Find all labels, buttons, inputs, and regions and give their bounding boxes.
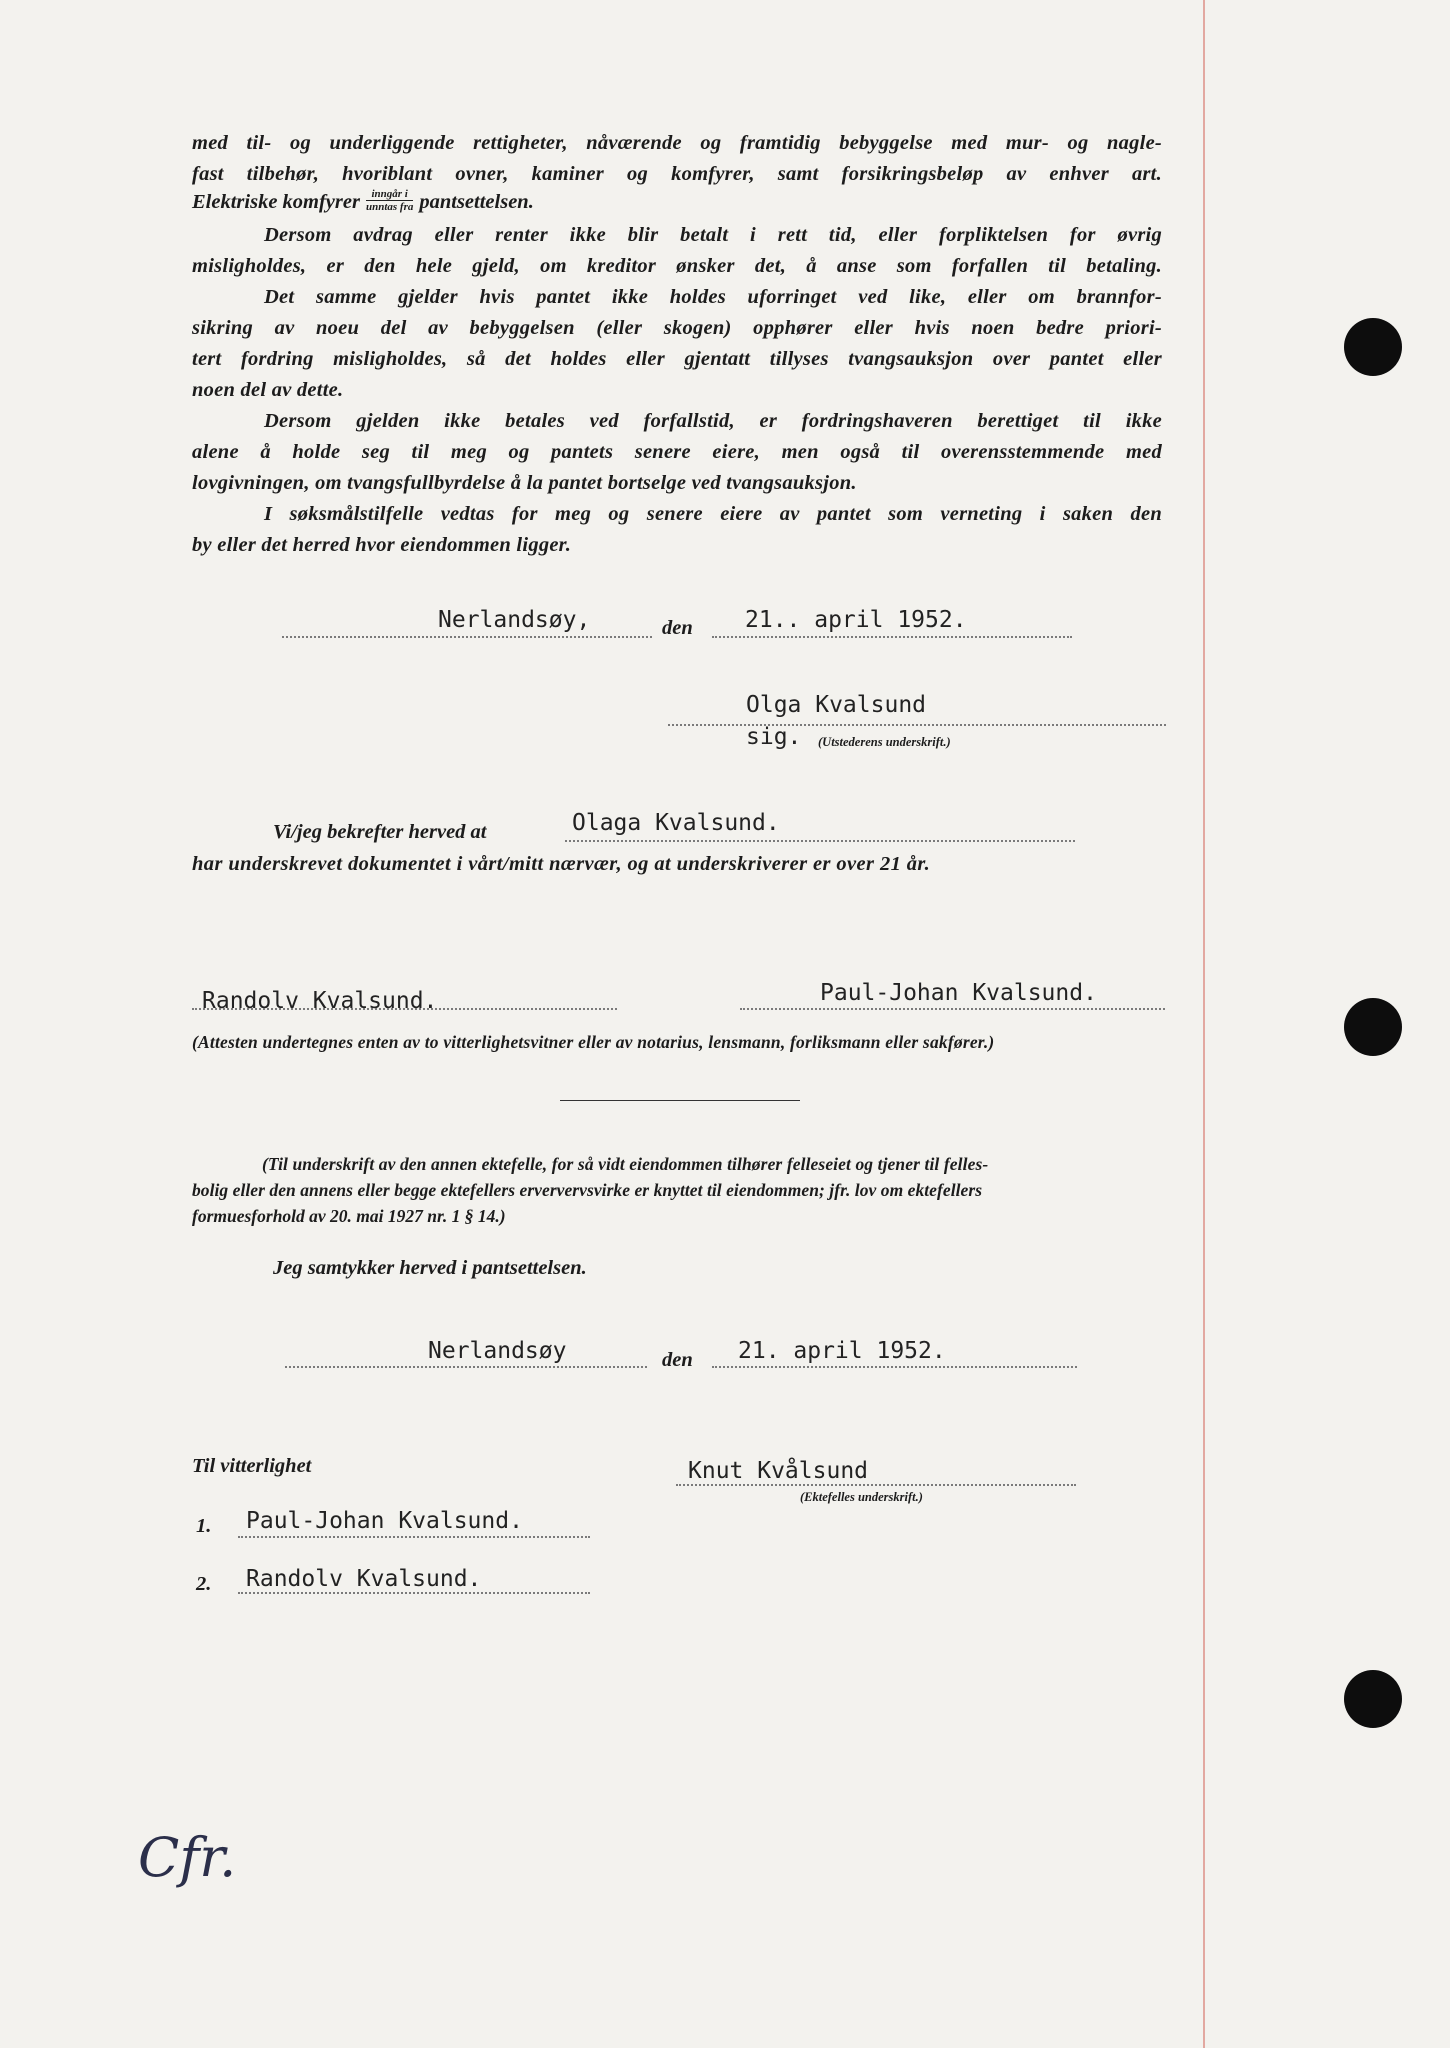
issuer-name: Olga Kvalsund [746,692,927,718]
p5-line-1: I søksmålstilfelle vedtas for meg og senere eiere av pantet som verneting i saken den [264,503,1162,525]
p1-line-2: fast tilbehør, hvoriblant ovner, kaminer og komfyrer, samt forsikringsbeløp av enhver art. [192,163,1162,185]
p1-line-3 [192,188,534,216]
spouse-sig-name: Knut Kvålsund [688,1458,869,1484]
date-1: 21.. april 1952. [745,607,967,633]
p1-line-3-start: Elektriske komfyrer [192,191,360,213]
p2-line-1: Dersom avdrag eller renter ikke blir betalt i rett tid, eller forpliktelsen for øvrig [264,224,1162,246]
attest-dotted-line [565,840,1075,842]
witness-2-name: Randolv Kvalsund. [246,1566,482,1592]
place-dotted-line [282,636,652,638]
witness-right: Paul-Johan Kvalsund. [820,980,1097,1006]
punch-hole-top [1344,318,1402,376]
witness-2-number: 2. [196,1573,212,1595]
date-2-dotted-line [712,1366,1077,1368]
spouse-note-line-3: formuesforhold av 20. mai 1927 nr. 1 § 14.) [192,1206,506,1226]
spouse-sig-caption: (Ektefelles underskrift.) [800,1490,923,1504]
spouse-note-line-1: (Til underskrift av den annen ektefelle, for så vidt eiendommen tilhører felleseiet og tjener til felles- [262,1154,989,1174]
witness-note: (Attesten undertegnes enten av to vitterlighetsvitner eller av notarius, lensmann, forliksmann eller sakfører.) [192,1032,995,1052]
attest-name: Olaga Kvalsund. [572,810,780,836]
witness-2-line [238,1592,590,1594]
handwritten-margin-mark: Cfr. [138,1826,237,1889]
attest-line-2: har underskrevet dokumentet i vårt/mitt nærvær, og at underskriverer er over 21 år. [192,853,931,875]
witness-block-label: Til vitterlighet [192,1455,312,1477]
p4-line-3: lovgivningen, om tvangsfullbyrdelse å la pantet bortselge ved tvangsauksjon. [192,472,857,494]
p3-line-4: noen del av dette. [192,379,344,401]
p4-line-2: alene å holde seg til meg og pantets senere eiere, men også til overensstemmende med [192,441,1162,463]
margin-rule [1203,0,1205,2048]
punch-hole-middle [1344,998,1402,1056]
p4-line-1: Dersom gjelden ikke betales ved forfallstid, er fordringshaveren berettiget til ikke [264,410,1162,432]
p5-line-2: by eller det herred hvor eiendommen ligger. [192,534,572,556]
fraction-top: inngår i [366,188,413,201]
place-2-dotted-line [285,1366,647,1368]
inngar-unntas-fraction [366,188,413,213]
place-2: Nerlandsøy [428,1338,567,1364]
witness-right-line [740,1008,1165,1010]
date-2: 21. april 1952. [738,1338,946,1364]
attest-lead: Vi/jeg bekrefter herved at [273,821,487,843]
p1-line-3-end: pantsettelsen. [419,191,534,213]
p3-line-2: sikring av noeu del av bebyggelsen (eller skogen) opphører eller hvis noen bedre priori- [192,317,1162,339]
witness-1-name: Paul-Johan Kvalsund. [246,1508,523,1534]
witness-left: Randolv Kvalsund. [202,988,438,1014]
issuer-dotted-line [668,724,1166,726]
witness-1-line [238,1536,590,1538]
consent-statement: Jeg samtykker herved i pantsettelsen. [273,1257,587,1279]
den-1: den [662,617,693,639]
fraction-bottom: unntas fra [365,200,414,213]
p2-line-2: misligholdes, er den hele gjeld, om kreditor ønsker det, å anse som forfallen til betaling. [192,255,1162,277]
p1-line-1: med til- og underliggende rettigheter, nåværende og framtidig bebyggelse med mur- og nagle- [192,132,1162,154]
place-1: Nerlandsøy, [438,607,591,633]
spouse-note-line-2: bolig eller den annens eller begge ektefellers erververvsvirke er knyttet til eiendommen; jfr. lov om ektefellers [192,1180,983,1200]
witness-1-number: 1. [196,1515,212,1537]
issuer-caption: (Utstederens underskrift.) [818,735,951,749]
spouse-sig-line [676,1484,1076,1486]
date-dotted-line [712,636,1072,638]
witness-left-line [192,1008,617,1010]
den-2: den [662,1349,693,1371]
punch-hole-bottom [1344,1670,1402,1728]
p3-line-1: Det samme gjelder hvis pantet ikke holdes uforringet ved like, eller om brannfor- [264,286,1162,308]
issuer-sig-mark: sig. [746,724,802,750]
p3-line-3: tert fordring misligholdes, så det holdes eller gjentatt tillyses tvangsauksjon over pantet eller [192,348,1162,370]
separator-rule [560,1100,800,1101]
